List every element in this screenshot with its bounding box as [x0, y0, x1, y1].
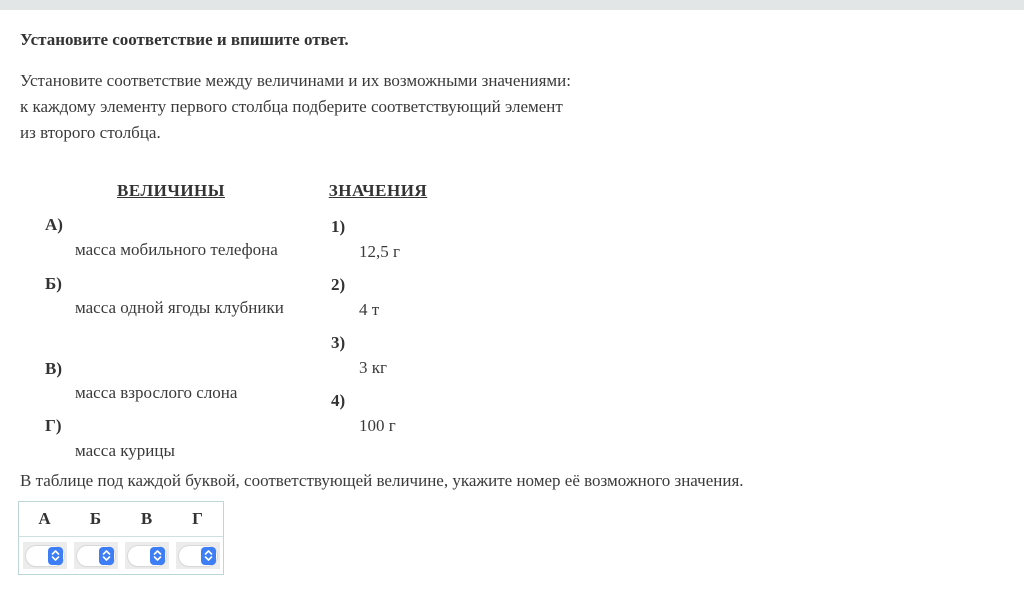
quantity-label-a: А): [45, 215, 63, 234]
quantity-text-b: масса одной ягоды клубники: [75, 298, 284, 317]
answer-input-b[interactable]: [77, 546, 115, 566]
answer-input-v[interactable]: [128, 546, 166, 566]
task-instruction: [20, 68, 670, 146]
answer-column-a: А: [38, 509, 51, 528]
page-title: Установите соответствие и впишите ответ.: [20, 30, 349, 49]
answer-value-a[interactable]: [26, 546, 48, 566]
answer-column-b: Б: [89, 509, 102, 528]
answer-column-g: Г: [192, 509, 203, 528]
answer-value-b[interactable]: [77, 546, 99, 566]
quantity-label-g: Г): [45, 416, 62, 435]
quantity-label-v: В): [45, 359, 62, 378]
value-label-1: 1): [331, 217, 346, 236]
stepper-up-down-icon[interactable]: [48, 547, 63, 565]
instruction-line: из второго столбца.: [20, 123, 161, 142]
quantities-column-header: ВЕЛИЧИНЫ: [117, 181, 225, 200]
answer-input-wrap-a: [23, 542, 67, 569]
stepper-up-down-icon[interactable]: [150, 547, 165, 565]
values-column-header: ЗНАЧЕНИЯ: [328, 181, 428, 200]
answer-cell-a: [19, 537, 70, 574]
answer-cell-g: [172, 537, 223, 574]
answer-table-header-row: [19, 502, 223, 537]
value-text-2: 4 т: [359, 300, 380, 319]
quantity-text-g: масса курицы: [75, 441, 175, 460]
exercise-page: [0, 30, 1024, 575]
value-label-2: 2): [331, 275, 346, 294]
value-text-4: 100 г: [359, 416, 396, 435]
quantity-text-a: масса мобильного телефона: [75, 240, 278, 259]
answer-input-a[interactable]: [26, 546, 64, 566]
value-label-4: 4): [331, 391, 346, 410]
answer-value-v[interactable]: [128, 546, 150, 566]
matching-area: [20, 170, 1004, 465]
answer-input-wrap-g: [176, 542, 220, 569]
answer-table-note: В таблице под каждой буквой, соответствующей величине, укажите номер её возможного значения.: [20, 471, 744, 490]
instruction-line: Установите соответствие между величинами и их возможными значениями:: [20, 71, 571, 90]
stepper-up-down-icon[interactable]: [99, 547, 114, 565]
top-bar: [0, 0, 1024, 10]
quantity-label-b: Б): [45, 274, 62, 293]
answer-cell-b: [70, 537, 121, 574]
stepper-up-down-icon[interactable]: [201, 547, 216, 565]
instruction-line: к каждому элементу первого столбца подберите соответствующий элемент: [20, 97, 563, 116]
value-text-3: 3 кг: [359, 358, 387, 377]
answer-table: [18, 501, 224, 575]
quantity-text-v: масса взрослого слона: [75, 383, 238, 402]
answer-input-wrap-b: [74, 542, 118, 569]
answer-value-g[interactable]: [179, 546, 201, 566]
value-text-1: 12,5 г: [359, 242, 400, 261]
value-label-3: 3): [331, 333, 346, 352]
answer-input-g[interactable]: [179, 546, 217, 566]
answer-cell-v: [121, 537, 172, 574]
answer-input-wrap-v: [125, 542, 169, 569]
answer-table-input-row: [19, 537, 223, 574]
answer-column-v: В: [140, 509, 153, 528]
